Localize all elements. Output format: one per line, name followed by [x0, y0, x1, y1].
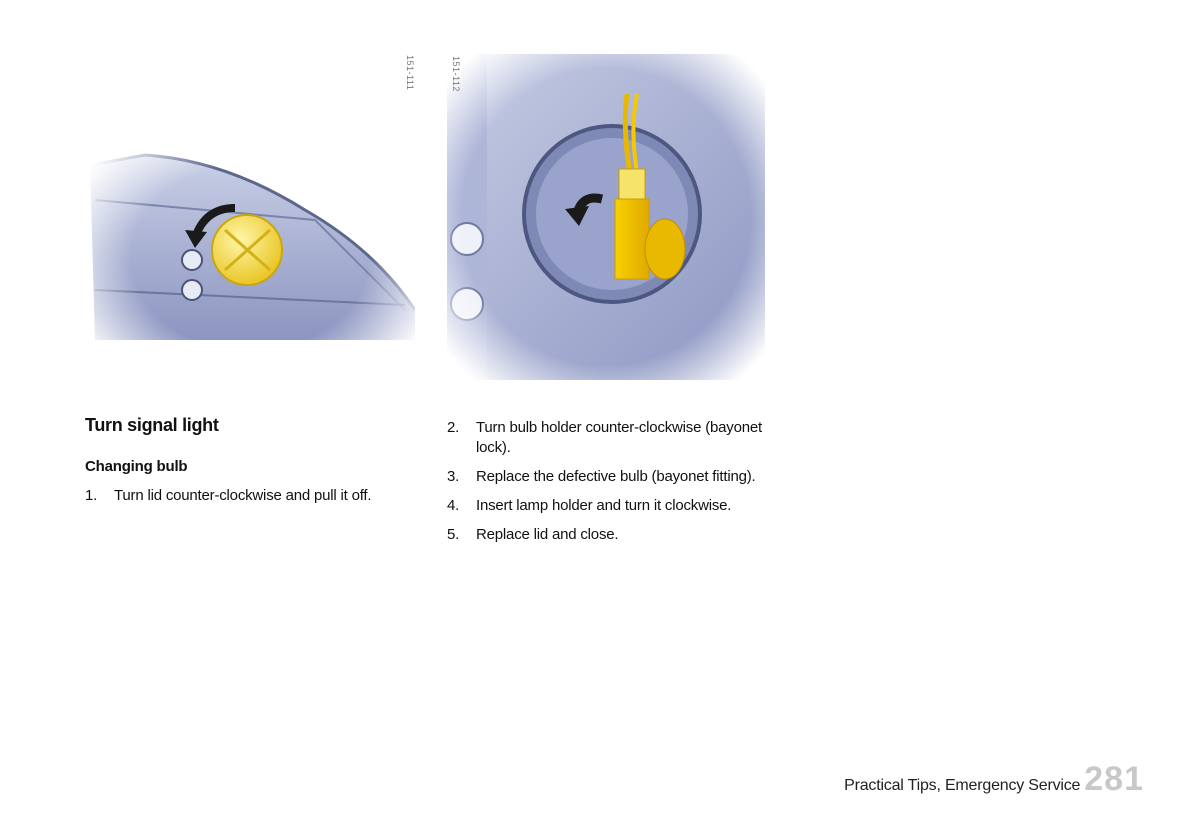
figure-left-code: 151-111 [405, 55, 415, 91]
figure-right-code: 151-112 [451, 56, 461, 92]
step-text: Replace lid and close. [476, 526, 619, 543]
step-text: Insert lamp holder and turn it clockwise. [476, 497, 732, 514]
step-number: 4. [447, 497, 460, 514]
figure-left-lid [85, 130, 415, 385]
step-text: Turn bulb holder counter-clockwise (bayonet lock). [476, 419, 762, 456]
step-number: 5. [447, 526, 460, 543]
figure-right-bulb-holder [447, 54, 765, 380]
section-title: Turn signal light [85, 415, 219, 435]
list-item [85, 486, 415, 506]
page-footer [844, 760, 1144, 799]
list-item [447, 496, 777, 516]
list-item [447, 418, 777, 458]
list-item [447, 467, 777, 487]
step-number: 1. [85, 487, 98, 504]
sub-title: Changing bulb [85, 458, 188, 475]
lamp-housing-illustration [85, 130, 415, 385]
page-number: 281 [1084, 760, 1144, 798]
step-text: Replace the defective bulb (bayonet fitting). [476, 468, 756, 485]
steps-left [85, 486, 415, 515]
step-number: 2. [447, 419, 460, 436]
footer-section-label: Practical Tips, Emergency Service [844, 777, 1081, 794]
step-text: Turn lid counter-clockwise and pull it off. [114, 487, 372, 504]
step-number: 3. [447, 468, 460, 485]
steps-right [447, 418, 777, 554]
bulb-holder-illustration [447, 54, 765, 380]
list-item [447, 525, 777, 545]
